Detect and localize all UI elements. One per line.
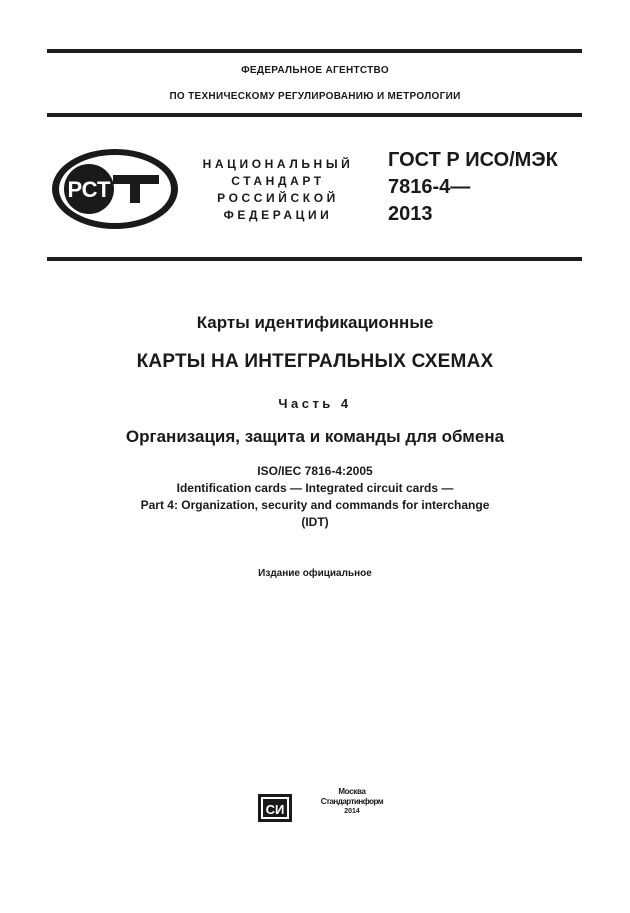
logo-letters: РСТ (67, 177, 111, 202)
designation-line-3: 2013 (388, 203, 433, 225)
designation-line-1: ГОСТ Р ИСО/МЭК (388, 149, 558, 171)
main-title: Карты идентификационные (196, 313, 434, 332)
standard-block-rule (47, 257, 582, 261)
agency-line-2: ПО ТЕХНИЧЕСКОМУ РЕГУЛИРОВАНИЮ И МЕТРОЛОГИИ (169, 91, 461, 102)
header-bottom-rule (47, 113, 582, 117)
natstd-line-2: СТАНДАРТ (231, 174, 325, 188)
publisher-logo-letters: СИ (265, 802, 285, 817)
designation-line-2: 7816-4— (388, 176, 471, 198)
iso-reference (0, 463, 630, 531)
part-title: Организация, защита и команды для обмена (125, 427, 505, 446)
natstd-line-1: НАЦИОНАЛЬНЫЙ (202, 157, 354, 171)
subtitle: КАРТЫ НА ИНТЕГРАЛЬНЫХ СХЕМАХ (136, 351, 494, 372)
top-rule (47, 49, 582, 53)
publisher-info (302, 787, 402, 817)
iso-line-1: Identification cards — Integrated circuit cards — (176, 481, 454, 495)
edition-label: Издание официальное (258, 568, 372, 579)
part-label: Часть 4 (278, 396, 352, 411)
publisher-name: Стандартинформ (320, 797, 384, 806)
natstd-line-3: РОССИЙСКОЙ (217, 191, 339, 205)
agency-line-1: ФЕДЕРАЛЬНОЕ АГЕНТСТВО (241, 65, 389, 76)
national-standard-label (188, 156, 368, 224)
publisher-logo (258, 794, 292, 822)
natstd-line-4: ФЕДЕРАЦИИ (223, 208, 333, 222)
iso-line-3: (IDT) (301, 515, 329, 529)
iso-code: ISO/IEC 7816-4:2005 (257, 464, 373, 478)
rst-logo (50, 147, 180, 231)
publisher-city: Москва (338, 787, 366, 796)
iso-line-2: Part 4: Organization, security and commands for interchange (140, 498, 490, 512)
standard-designation (388, 147, 588, 228)
publisher-year: 2014 (344, 808, 360, 815)
